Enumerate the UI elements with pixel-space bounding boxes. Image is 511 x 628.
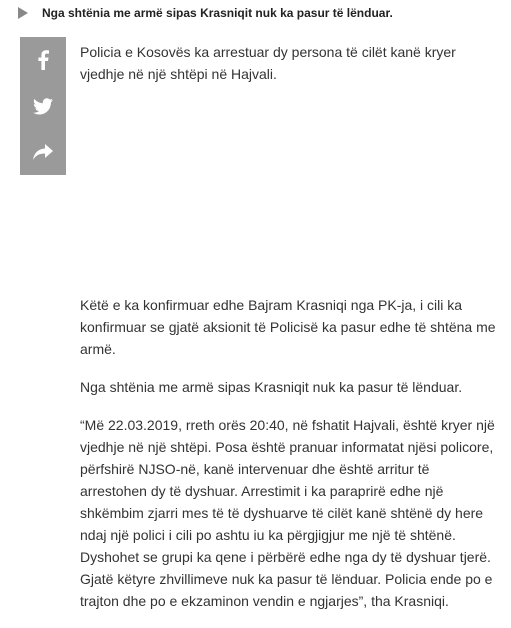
article-paragraph: Këtë e ka konfirmuar edhe Bajram Krasniqi nga PK-ja, i cili ka konfirmuar se gjatë aksionit të Policisë ka pasur edhe të shtëna me armë.	[80, 297, 496, 357]
article-paragraph: Nga shtënia me armë sipas Krasniqit nuk ka pasur të lënduar.	[80, 379, 463, 395]
share-arrow-icon	[33, 144, 53, 160]
share-bar	[20, 37, 66, 175]
facebook-icon	[37, 50, 49, 70]
play-arrow-icon	[18, 7, 28, 19]
article-quote-paragraph: “Më 22.03.2019, rreth orës 20:40, në fshatit Hajvali, është kryer një vjedhje në një shtëpi. Posa është pranuar informatat njësi policore, përfshirë NJSO-në, kanë intervenuar dhe është arritur të arrestohen dy të dyshuar. Arrestimit i ka paraprirë edhe një shkëmbim zjarri mes të të dyshuarve të cilët kanë shtënë dy here ndaj një polici i cili po ashtu iu ka përgjigjur me një të shtënë. Dyshohet se grupi ka qene i përbërë edhe nga dy të dyshuar tjerë. Gjatë këtyre zhvillimeve nuk ka pasur të lënduar. Policia ende po e trajton dhe po e ekzaminon vendin e ngjarjes”, tha Krasniqi.	[80, 417, 495, 609]
article-paragraph: Policia e Kosovës ka arrestuar dy persona të cilët kanë kryer vjedhje në një shtëpi në Hajvali.	[80, 44, 456, 82]
twitter-share-button[interactable]	[20, 83, 66, 129]
twitter-icon	[33, 98, 53, 115]
facebook-share-button[interactable]	[20, 37, 66, 83]
share-button[interactable]	[20, 129, 66, 175]
summary-text: Nga shtënia me armë sipas Krasniqit nuk ka pasur të lënduar.	[42, 6, 393, 20]
article-summary	[18, 5, 503, 21]
article-body	[80, 294, 500, 628]
